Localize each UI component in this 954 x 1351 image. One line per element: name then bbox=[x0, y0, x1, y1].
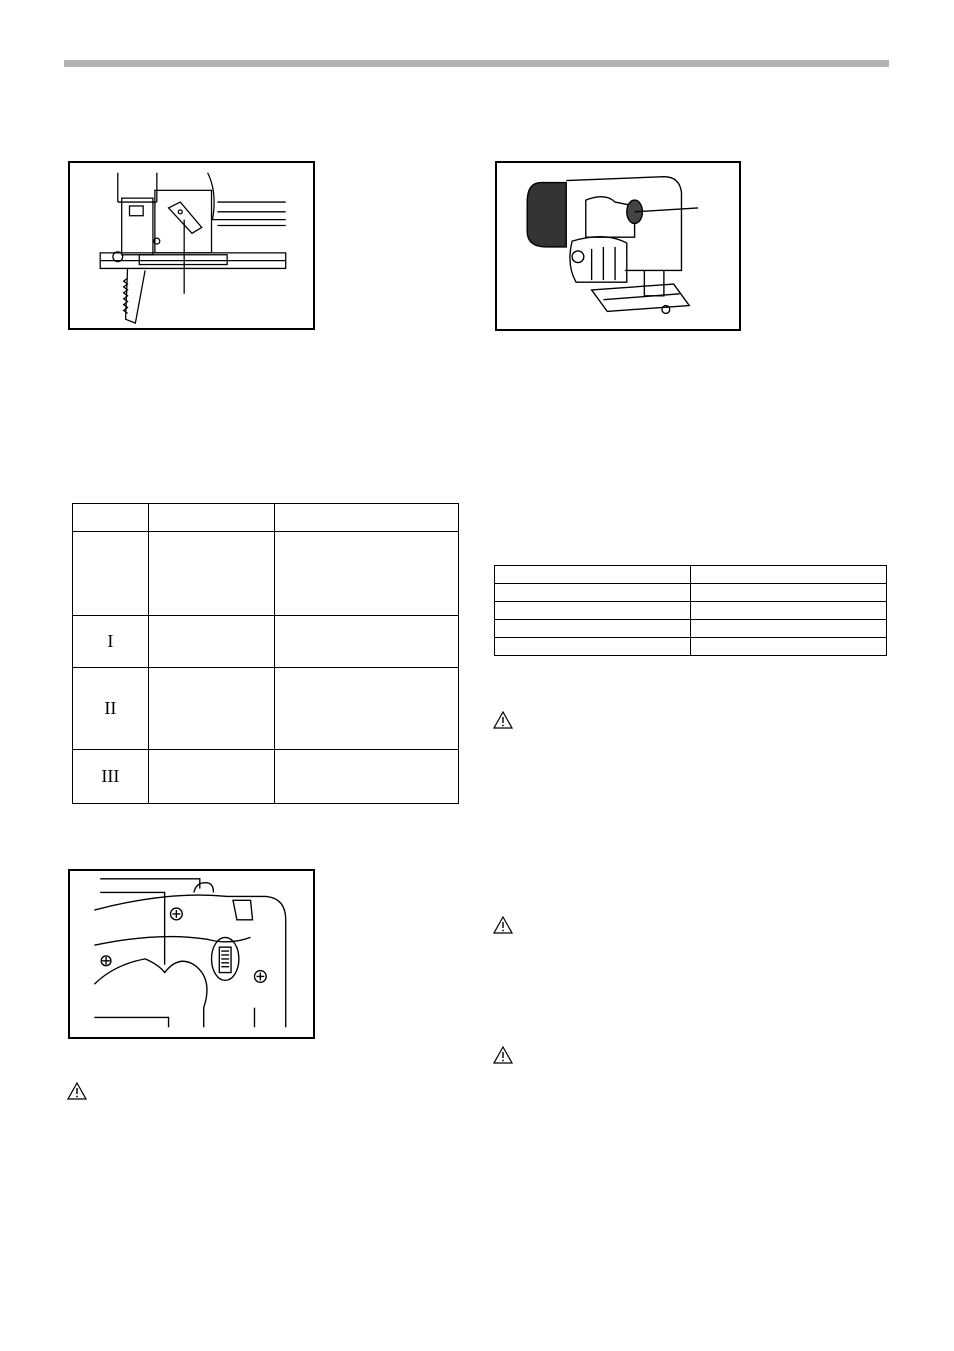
table-cell bbox=[275, 750, 459, 804]
figure-blade-clamp bbox=[68, 161, 315, 330]
table-header-cell bbox=[275, 504, 459, 532]
table-row bbox=[495, 638, 887, 656]
table-cell bbox=[275, 532, 459, 616]
table-header-row bbox=[73, 504, 459, 532]
header-rule bbox=[64, 60, 889, 67]
figure-jigsaw bbox=[495, 161, 741, 331]
table-header-cell bbox=[148, 504, 275, 532]
table-row bbox=[495, 584, 887, 602]
warning-triangle-icon bbox=[67, 1082, 87, 1100]
table-row bbox=[495, 602, 887, 620]
table-cell bbox=[275, 668, 459, 750]
mode-symbol: I bbox=[73, 616, 149, 668]
table-row bbox=[73, 532, 459, 616]
table-cell bbox=[148, 750, 275, 804]
table-cell bbox=[275, 616, 459, 668]
table-cell bbox=[495, 602, 691, 620]
table-row bbox=[73, 750, 459, 804]
blade-clamp-illustration bbox=[70, 163, 313, 328]
figure-switch-handle bbox=[68, 869, 315, 1039]
table-cell bbox=[495, 638, 691, 656]
switch-handle-illustration bbox=[70, 871, 313, 1037]
table-cell bbox=[690, 602, 887, 620]
warning-triangle-icon bbox=[493, 1046, 513, 1064]
table-cell bbox=[148, 616, 275, 668]
table-cell bbox=[495, 620, 691, 638]
table-cell bbox=[495, 584, 691, 602]
mode-symbol: III bbox=[73, 750, 149, 804]
mode-table bbox=[72, 503, 459, 804]
table-cell bbox=[148, 532, 275, 616]
warning-triangle-icon bbox=[493, 916, 513, 934]
table-row bbox=[73, 616, 459, 668]
table-cell bbox=[690, 638, 887, 656]
table-header-cell bbox=[73, 504, 149, 532]
spec-table bbox=[494, 565, 887, 656]
table-cell bbox=[690, 620, 887, 638]
jigsaw-illustration bbox=[497, 163, 739, 329]
table-cell bbox=[690, 566, 887, 584]
table-cell bbox=[495, 566, 691, 584]
mode-symbol: II bbox=[73, 668, 149, 750]
table-row bbox=[73, 668, 459, 750]
mode-symbol bbox=[73, 532, 149, 616]
warning-triangle-icon bbox=[493, 711, 513, 729]
table-cell bbox=[690, 584, 887, 602]
table-cell bbox=[148, 668, 275, 750]
table-row bbox=[495, 566, 887, 584]
table-row bbox=[495, 620, 887, 638]
